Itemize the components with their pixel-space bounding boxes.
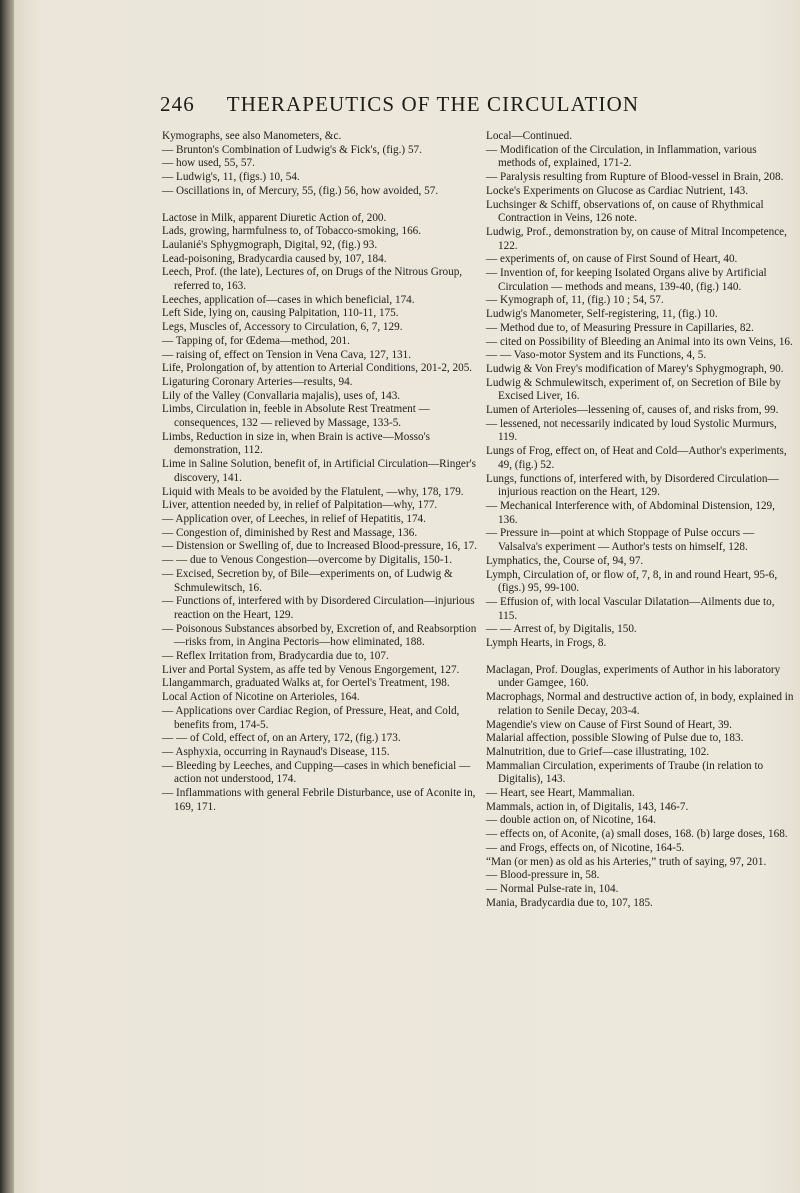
index-entry: — Asphyxia, occurring in Raynaud's Disease, 115.: [162, 745, 390, 758]
index-entry: — effects on, of Aconite, (a) small doses, 168. (b) large doses, 168.: [486, 828, 788, 841]
index-entry: Leech, Prof. (the late), Lectures of, on Drugs of the Nitrous Group, referred to, 163.: [162, 266, 463, 293]
index-entry: Maclagan, Prof. Douglas, experiments of Author in his laboratory under Gamgee, 160.: [486, 663, 781, 690]
index-entry: — double action on, of Nicotine, 164.: [486, 814, 656, 827]
index-entry: Locke's Experiments on Glucose as Cardiac Nutrient, 143.: [486, 184, 749, 197]
index-entry: — Congestion of, diminished by Rest and Massage, 136.: [162, 526, 418, 539]
index-entry: — Normal Pulse-rate in, 104.: [486, 882, 619, 895]
index-entry: Macrophags, Normal and destructive action of, in body, explained in relation to Senile Decay, 203-4.: [486, 691, 794, 717]
index-entry: Ligaturing Coronary Arteries—results, 94.: [162, 375, 353, 388]
index-entry: — Blood-pressure in, 58.: [486, 869, 600, 882]
index-entry: Mammals, action in, of Digitalis, 143, 146-7.: [486, 800, 689, 813]
index-entry: Lads, growing, harmfulness to, of Tobacco-smoking, 166.: [162, 225, 422, 238]
index-entry: — how used, 55, 57.: [162, 157, 255, 170]
index-entry: Ludwig & Schmulewitsch, experiment of, on Secretion of Bile by Excised Liver, 16.: [486, 376, 781, 403]
index-entry: — Method due to, of Measuring Pressure in Capillaries, 82.: [486, 321, 754, 334]
index-entry: Luchsinger & Schiff, observations of, on cause of Rhythmical Contraction in Veins, 126 note.: [486, 198, 764, 225]
index-entry: — Functions of, interfered with by Disordered Circulation—injurious reaction on the Heart, 129.: [162, 595, 475, 621]
index-entry: — Tapping of, for Œdema—method, 201.: [162, 334, 350, 347]
index-entry: — Mechanical Interference with, of Abdominal Distension, 129, 136.: [486, 499, 775, 526]
index-entry: Llangammarch, graduated Walks at, for Oertel's Treatment, 198.: [162, 677, 450, 690]
index-entry: — Inflammations with general Febrile Disturbance, use of Aconite in, 169, 171.: [162, 787, 476, 813]
index-entry: — cited on Possibility of Bleeding an Animal into its own Veins, 16.: [486, 335, 793, 348]
index-entry: Liquid with Meals to be avoided by the Flatulent, —why, 178, 179.: [162, 485, 464, 498]
index-entry: Limbs, Reduction in size in, when Brain is active—Mosso's demonstration, 112.: [162, 430, 430, 457]
index-entry: Lumen of Arterioles—lessening of, causes of, and risks from, 99.: [486, 404, 779, 417]
index-entry: Mania, Bradycardia due to, 107, 185.: [486, 896, 653, 909]
index-entry: Laulanié's Sphygmograph, Digital, 92, (fig.) 93.: [162, 238, 378, 251]
index-entry: — Bleeding by Leeches, and Cupping—cases in which beneficial — action not understood, 174.: [162, 759, 471, 786]
index-entry: Lead-poisoning, Bradycardia caused by, 107, 184.: [162, 252, 387, 265]
index-entry: Ludwig, Prof., demonstration by, on cause of Mitral Incompetence, 122.: [486, 225, 787, 252]
index-entry: Liver and Portal System, as affe ted by Venous Engorgement, 127.: [162, 663, 460, 676]
index-entry: — Effusion of, with local Vascular Dilatation—Ailments due to, 115.: [486, 595, 775, 622]
index-entry: — Invention of, for keeping Isolated Organs alive by Artificial Circulation — methods and means, 139-40, (fig.) 140.: [486, 267, 767, 293]
index-entry: — Modification of the Circulation, in Inflammation, various methods of, explained, 171-2.: [486, 143, 757, 170]
index-entry: Mammalian Circulation, experiments of Traube (in relation to Digitalis), 143.: [486, 759, 764, 786]
index-entry: — Applications over Cardiac Region, of Pressure, Heat, and Cold, benefits from, 174-5.: [162, 704, 460, 731]
index-column-right: [486, 130, 796, 910]
index-entry: Malarial affection, possible Slowing of Pulse due to, 183.: [486, 732, 744, 745]
index-entry: Lymph Hearts, in Frogs, 8.: [486, 637, 607, 650]
index-entry: Local—Continued.: [486, 130, 573, 142]
index-entry: “Man (or men) as old as his Arteries,” truth of saying, 97, 201.: [486, 855, 767, 868]
index-entry: — Heart, see Heart, Mammalian.: [486, 787, 635, 800]
index-entry: Liver, attention needed by, in relief of Palpitation—why, 177.: [162, 499, 438, 512]
index-entry: — — of Cold, effect of, on an Artery, 172, (fig.) 173.: [162, 732, 401, 745]
index-entry: — Excised, Secretion by, of Bile—experiments on, of Ludwig & Schmulewitsch, 16.: [162, 567, 453, 594]
index-entry: — Distension or Swelling of, due to Increased Blood-pressure, 16, 17.: [162, 540, 478, 553]
index-entry: — — due to Venous Congestion—overcome by Digitalis, 150-1.: [162, 554, 453, 567]
index-entry: Life, Prolongation of, by attention to Arterial Conditions, 201-2, 205.: [162, 362, 473, 375]
index-entry: — Brunton's Combination of Ludwig's & Fick's, (fig.) 57.: [162, 143, 422, 156]
page-number: 246: [160, 92, 195, 116]
index-entry: Lily of the Valley (Convallaria majalis), uses of, 143.: [162, 389, 401, 402]
index-entry: — lessened, not necessarily indicated by loud Systolic Murmurs, 119.: [486, 417, 777, 444]
index-entry: Ludwig & Von Frey's modification of Marey's Sphygmograph, 90.: [486, 362, 784, 375]
running-title: THERAPEUTICS OF THE CIRCULATION: [226, 92, 640, 116]
index-entry: — raising of, effect on Tension in Vena Cava, 127, 131.: [162, 348, 412, 361]
running-header: [160, 92, 760, 117]
index-entry: — Poisonous Substances absorbed by, Excretion of, and Reabsorption—risks from, in Angina Pectoris—how eliminated, 188.: [162, 622, 477, 649]
index-entry: — — Arrest of, by Digitalis, 150.: [486, 623, 637, 636]
index-entry: Lymphatics, the, Course of, 94, 97.: [486, 554, 644, 567]
index-entry: Limbs, Circulation in, feeble in Absolute Rest Treatment — consequences, 132 — relieved by Massage, 133-5.: [162, 403, 430, 430]
index-entry: — — Vaso-motor System and its Functions, 4, 5.: [486, 349, 707, 362]
index-entry: Magendie's view on Cause of First Sound of Heart, 39.: [486, 718, 732, 731]
index-entry: — Kymograph of, 11, (fig.) 10 ; 54, 57.: [486, 294, 664, 307]
index-entry: — Application over, of Leeches, in relief of Hepatitis, 174.: [162, 512, 426, 525]
index-entry: Lactose in Milk, apparent Diuretic Action of, 200.: [162, 211, 387, 224]
index-entry: Ludwig's Manometer, Self-registering, 11, (fig.) 10.: [486, 308, 718, 321]
index-entry: — experiments of, on cause of First Sound of Heart, 40.: [486, 253, 738, 266]
index-entry: Lungs of Frog, effect on, of Heat and Cold—Author's experiments, 49, (fig.) 52.: [486, 445, 787, 471]
index-entry: — Paralysis resulting from Rupture of Blood-vessel in Brain, 208.: [486, 171, 784, 184]
index-entry: Lime in Saline Solution, benefit of, in Artificial Circulation—Ringer's discovery, 141.: [162, 458, 476, 484]
index-entry: Malnutrition, due to Grief—case illustrating, 102.: [486, 745, 710, 758]
index-entry: — Reflex Irritation from, Bradycardia due to, 107.: [162, 650, 389, 663]
index-entry: Legs, Muscles of, Accessory to Circulation, 6, 7, 129.: [162, 321, 403, 334]
index-entry: — Ludwig's, 11, (figs.) 10, 54.: [162, 171, 300, 184]
index-entry: Left Side, lying on, causing Palpitation, 110-11, 175.: [162, 307, 399, 320]
index-entry: Lungs, functions of, interfered with, by Disordered Circulation—injurious reaction on the Heart, 129.: [486, 472, 779, 499]
index-column-left: [162, 130, 484, 814]
index-entry: Lymph, Circulation of, or flow of, 7, 8, in and round Heart, 95-6, (figs.) 95, 99-100.: [486, 568, 778, 595]
index-entry: Leeches, application of—cases in which beneficial, 174.: [162, 293, 415, 306]
index-entry: Local Action of Nicotine on Arterioles, 164.: [162, 691, 360, 704]
index-entry: — Oscillations in, of Mercury, 55, (fig.) 56, how avoided, 57.: [162, 184, 439, 197]
index-entry: — and Frogs, effects on, of Nicotine, 164-5.: [486, 841, 685, 854]
index-entry: Kymographs, see also Manometers, &c.: [162, 130, 342, 142]
book-spine-edge: [0, 0, 14, 1193]
index-entry: — Pressure in—point at which Stoppage of Pulse occurs — Valsalva's experiment — Author's tests on himself, 128.: [486, 527, 755, 554]
